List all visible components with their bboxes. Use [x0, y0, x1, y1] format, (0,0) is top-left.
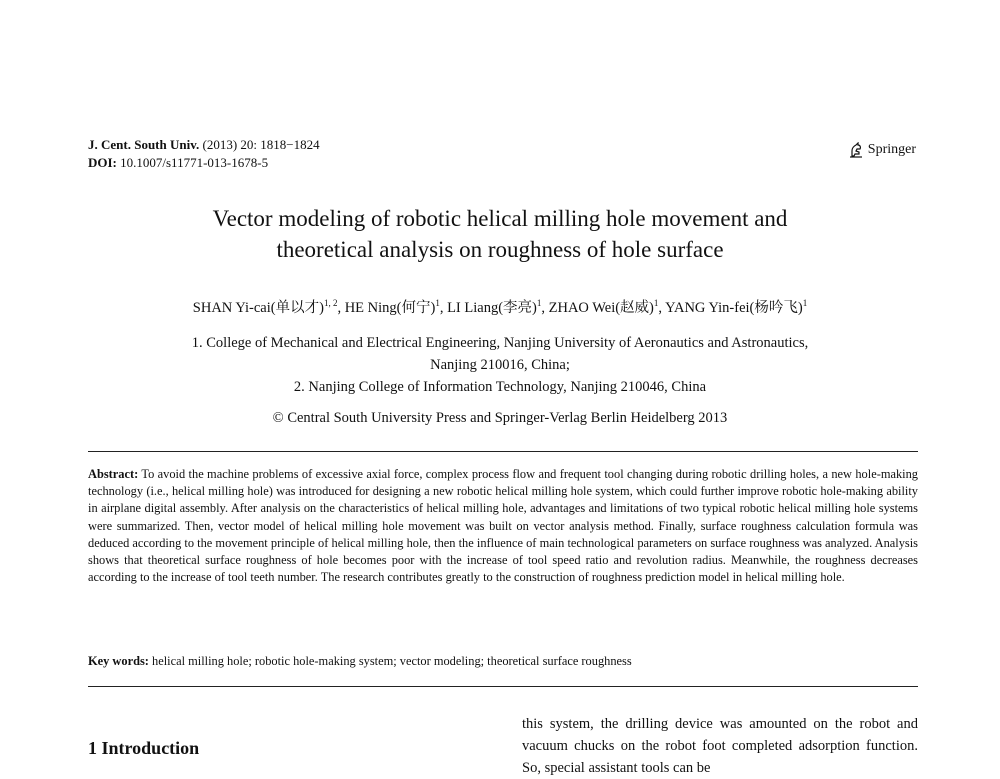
abstract-label: Abstract:: [88, 467, 139, 481]
title-line-1: Vector modeling of robotic helical milling hole movement and: [212, 206, 788, 231]
doi-label: DOI:: [88, 155, 117, 170]
doi-line: [88, 154, 320, 172]
author: LI Liang(李亮)$^1$,: [447, 298, 549, 316]
journal-line: [88, 136, 320, 154]
springer-horse-icon: [849, 142, 864, 158]
keywords-label: Key words:: [88, 654, 149, 668]
keywords-text: helical milling hole; robotic hole-making system; vector modeling; theoretical surface roughness: [148, 654, 632, 668]
publisher-name: Springer: [867, 142, 916, 157]
publisher-badge: [849, 142, 916, 158]
journal-name: J. Cent. South Univ.: [88, 137, 200, 152]
affiliation-line-1: 1. College of Mechanical and Electrical Engineering, Nanjing University of Aeronautics and Astronautics,: [191, 335, 809, 351]
author: YANG Yin-fei(杨吟飞)$^1$: [665, 298, 808, 316]
author: HE Ning(何宁)$^1$,: [344, 298, 448, 316]
keywords: [88, 654, 918, 669]
author: ZHAO Wei(赵威)$^1$,: [548, 298, 666, 316]
section-heading-introduction: 1 Introduction: [88, 738, 200, 758]
divider-bottom: [88, 686, 918, 687]
author: SHAN Yi-cai(单以才)$^{1, 2}$,: [192, 298, 345, 316]
title-line-2: theoretical analysis on roughness of hole surface: [276, 237, 724, 262]
journal-volume-pages: (2013) 20: 1818−1824: [199, 137, 320, 152]
affiliation-line-3: 2. Nanjing College of Information Technology, Nanjing 210046, China: [293, 379, 707, 395]
author-list: [0, 296, 1000, 317]
affiliation-line-2: Nanjing 210016, China;: [430, 357, 570, 373]
copyright-notice: © Central South University Press and Springer-Verlag Berlin Heidelberg 2013: [272, 410, 728, 426]
journal-citation: [88, 136, 320, 172]
body-text-right-column: this system, the drilling device was amounted on the robot and vacuum chucks on the robot foot completed adsorption function. So, special assistant tools can be: [522, 716, 918, 776]
doi-value[interactable]: 10.1007/s11771-013-1678-5: [116, 155, 269, 170]
divider-top: [88, 451, 918, 452]
affiliations: [100, 332, 900, 398]
paper-title: [0, 203, 1000, 265]
abstract-text: To avoid the machine problems of excessive axial force, complex process flow and frequent tool changing during robotic drilling holes, a new hole-making technology (i.e., helical milling hole) was introduced for designing a new robotic helical milling hole system, which could further improve robotic hole-making ability in airplane digital assembly. After analysis on the characteristics of helical milling hole, advantages and limitations of two typical robotic helical milling hole systems were summarized. Then, vector model of helical milling hole movement was built on vector analysis method. Finally, surface roughness calculation formula was deduced according to the movement principle of helical milling hole, then the influence of main technological parameters on surface roughness was analyzed. Analysis shows that theoretical surface roughness of hole becomes poor with the increase of tool speed ratio and revolution radius. Meanwhile, the roughness decreases according to the increase of tool teeth number. The research contributes greatly to the construction of roughness prediction model in helical milling hole.: [88, 467, 918, 585]
abstract: [88, 466, 918, 586]
